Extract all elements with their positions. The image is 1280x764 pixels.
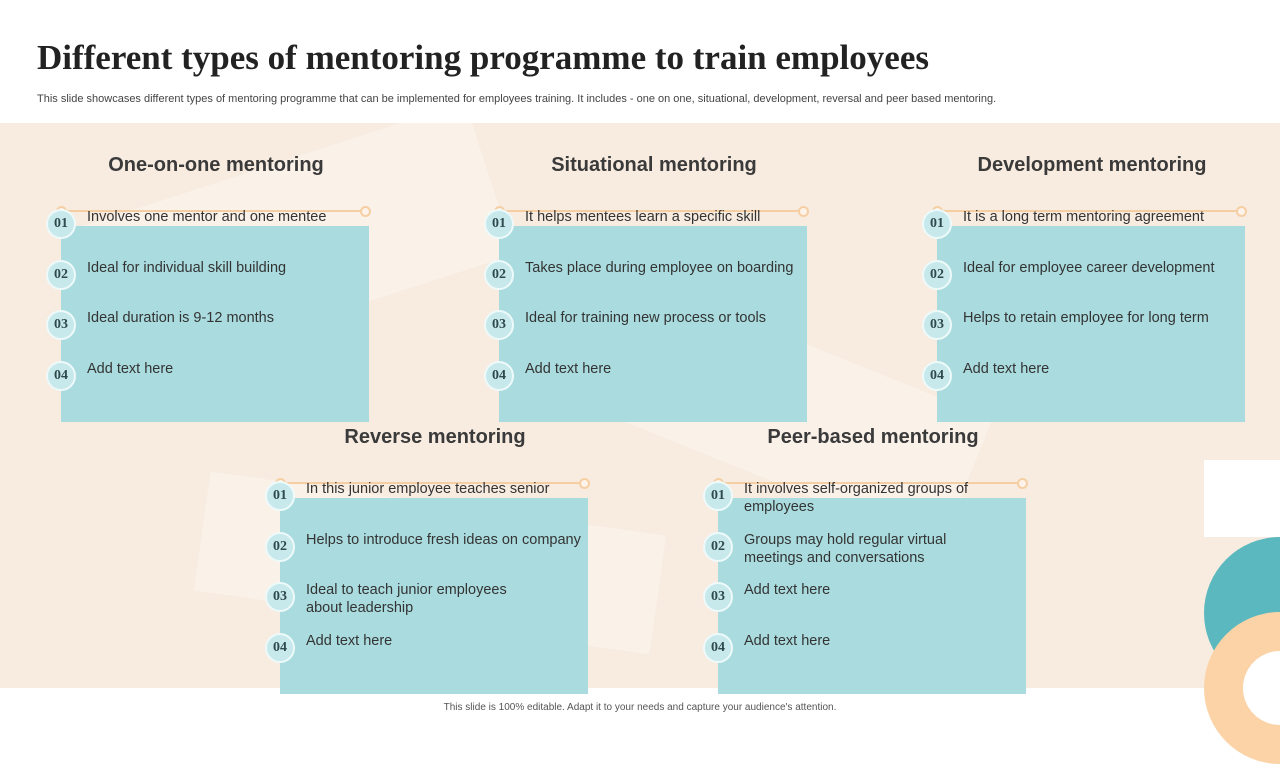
- item-text: Ideal to teach junior employees about leadership: [306, 582, 507, 616]
- number-badge: 02: [922, 260, 952, 290]
- item-text: Groups may hold regular virtual meetings and conversations: [744, 532, 947, 566]
- card-reverse-mentoring: [265, 423, 605, 655]
- number-badge: 04: [46, 361, 76, 391]
- number-badge: 04: [265, 633, 295, 663]
- number-badge: 04: [922, 361, 952, 391]
- item-text: It helps mentees learn a specific skill: [525, 209, 761, 225]
- item-text: It involves self-organized groups of employees: [744, 481, 969, 515]
- item-text: Helps to introduce fresh ideas on company: [306, 532, 581, 548]
- item-text: Add text here: [306, 633, 393, 649]
- card-title: One-on-one mentoring: [108, 154, 324, 176]
- number-badge: 03: [46, 310, 76, 340]
- number-badge: 02: [46, 260, 76, 290]
- slide-title: Different types of mentoring programme to train employees: [37, 38, 929, 77]
- number-badge: 02: [484, 260, 514, 290]
- item-text: In this junior employee teaches senior: [306, 481, 550, 497]
- number-badge: 03: [922, 310, 952, 340]
- number-badge: 02: [703, 532, 733, 562]
- item-text: Ideal for training new process or tools: [525, 310, 766, 326]
- card-peer-based-mentoring: [703, 423, 1043, 655]
- number-badge: 01: [922, 209, 952, 239]
- decorative-cutout: [1204, 460, 1280, 537]
- item-text: Add text here: [744, 633, 831, 649]
- number-badge: 04: [484, 361, 514, 391]
- number-badge: 03: [265, 582, 295, 612]
- item-text: Add text here: [744, 582, 831, 598]
- number-badge: 04: [703, 633, 733, 663]
- item-text: Add text here: [525, 361, 612, 377]
- card-situational-mentoring: [484, 151, 824, 383]
- number-badge: 01: [484, 209, 514, 239]
- number-badge: 01: [703, 481, 733, 511]
- item-text: Involves one mentor and one mentee: [87, 209, 327, 225]
- number-badge: 02: [265, 532, 295, 562]
- item-text: Takes place during employee on boarding: [525, 260, 794, 276]
- item-text: Add text here: [963, 361, 1050, 377]
- card-title: Peer-based mentoring: [767, 426, 979, 448]
- number-badge: 01: [46, 209, 76, 239]
- connector-dot: [1017, 478, 1028, 489]
- number-badge: 03: [484, 310, 514, 340]
- card-one-on-one-mentoring: [46, 151, 386, 383]
- card-title: Development mentoring: [977, 154, 1207, 176]
- footer-note: This slide is 100% editable. Adapt it to your needs and capture your audience's attention.: [443, 702, 837, 713]
- item-text: It is a long term mentoring agreement: [963, 209, 1204, 225]
- item-text: Helps to retain employee for long term: [963, 310, 1209, 326]
- number-badge: 01: [265, 481, 295, 511]
- card-title: Situational mentoring: [551, 154, 757, 176]
- card-title: Reverse mentoring: [344, 426, 526, 448]
- card-development-mentoring: [922, 151, 1262, 383]
- item-text: Ideal for individual skill building: [87, 260, 287, 276]
- item-text: Ideal for employee career development: [963, 260, 1215, 276]
- item-text: Ideal duration is 9-12 months: [87, 310, 274, 326]
- slide-subtitle: This slide showcases different types of mentoring programme that can be implemented for employees training. It includes - one on one, situational, development, reversal and peer based mentoring.: [37, 93, 997, 105]
- number-badge: 03: [703, 582, 733, 612]
- item-text: Add text here: [87, 361, 174, 377]
